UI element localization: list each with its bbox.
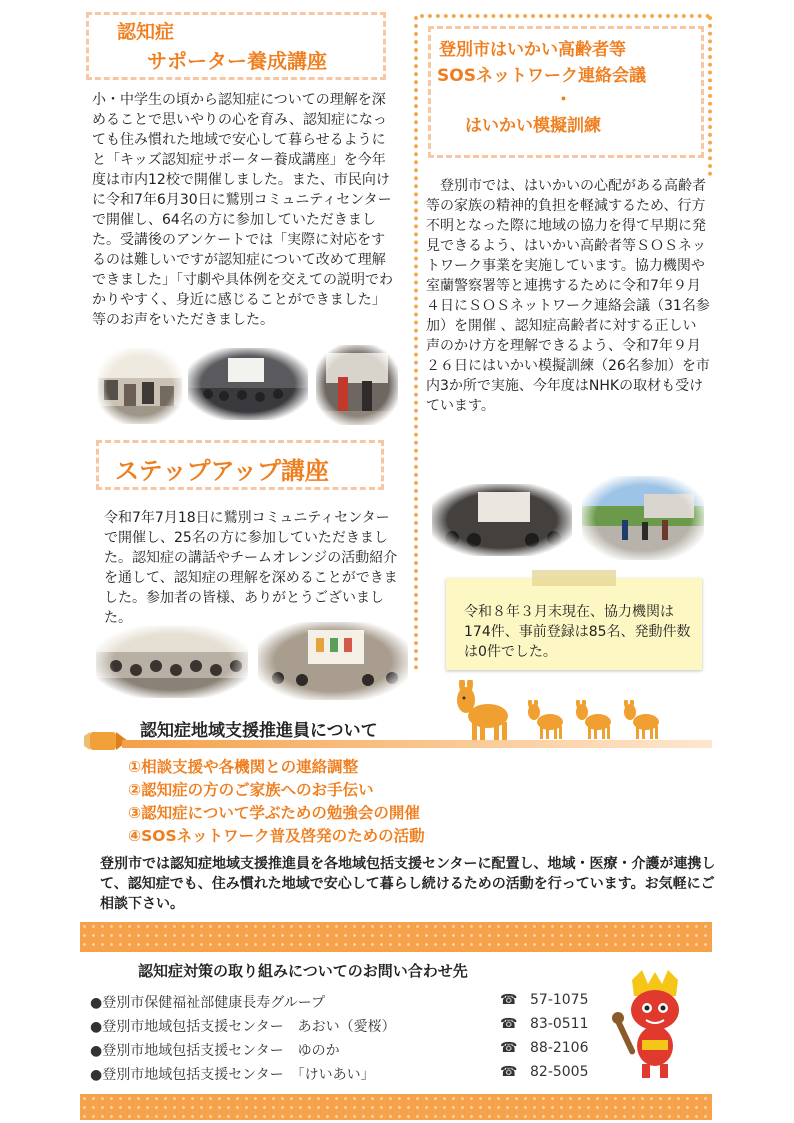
supporter-course-paragraph: 小・中学生の頃から認知症についての理解を深めることで思いやりの心を育み、認知症になっても住み慣れた地域で安心して暮らせるようにと「キッズ認知症サポーター養成講座」を今年度は市内12校で開催しました。また、市民向けに令和7年6月30日に鷲別コミュニティセンターで開催し、64名の方に参加していただきました。受講後のアンケートでは「実際に対応をするのは難しいですが認知症について改めて理解できました」「寸劇や具体例を交えての説明でわかりやすく、身近に感じることができました」等のお声をいただきました。 <box>92 92 393 328</box>
promoter-role-1: ①相談支援や各機関との連絡調整 <box>128 758 359 776</box>
right-column-dotted-border <box>414 16 418 670</box>
donkey-icon <box>620 700 664 740</box>
mascot-oni-icon <box>612 970 698 1082</box>
sos-title-line1: 登別市はいかい高齢者等 <box>439 40 626 60</box>
sos-title-line2: SOSネットワーク連絡会議 <box>437 66 646 86</box>
contact-entry-3-phone: 88-2106 <box>530 1040 589 1056</box>
supporter-course-title-line2: サポーター養成講座 <box>147 49 327 73</box>
contact-top-band <box>80 922 712 952</box>
tape-decoration <box>532 570 616 586</box>
sos-title-line3: ・ <box>555 90 572 110</box>
stepup-course-title: ステップアップ講座 <box>115 457 329 485</box>
supporter-course-title-box <box>86 12 386 80</box>
sos-network-title-box <box>428 26 704 158</box>
supporter-course-title-line1: 認知症 <box>117 21 175 43</box>
cooperation-note-text: 令和８年３月末現在、協力機関は174件、事前登録は85名、発動件数は0件でした。 <box>464 604 691 660</box>
training-outdoor-photo <box>582 476 704 560</box>
stepup-screen-photo <box>258 622 408 700</box>
stepup-course-title-box <box>96 440 384 490</box>
donkey-icon <box>524 700 568 740</box>
roleplay-photo <box>316 345 398 425</box>
promoter-role-4: ④SOSネットワーク普及啓発のための活動 <box>128 827 425 845</box>
lecture-hall-photo <box>188 348 308 420</box>
right-column-dotted-border-right <box>708 16 712 176</box>
promoter-description: 登別市では認知症地域支援推進員を各地域包括支援センターに配置し、地域・医療・介護が連携して、認知症でも、住み慣れた地域で安心して暮らし続けるための活動を行っています。お気軽にご相談下さい。 <box>100 856 716 912</box>
promoter-role-2: ②認知症の方のご家族へのお手伝い <box>128 781 374 799</box>
cooperation-note <box>446 578 702 670</box>
promoter-title: 認知症地域支援推進員について <box>140 721 378 741</box>
contact-entry-4-phone: 82-5005 <box>530 1064 589 1080</box>
donkey-icon <box>452 680 518 744</box>
right-column-dotted-top <box>420 14 710 18</box>
training-indoor-photo <box>432 484 572 556</box>
contact-title: 認知症対策の取り組みについてのお問い合わせ先 <box>138 962 468 980</box>
contact-entry-1-name: ●登別市保健福祉部健康長寿グループ <box>90 995 326 1011</box>
contact-entry-3-name: ●登別市地域包括支援センター ゆのか <box>90 1043 340 1059</box>
promoter-title-underline <box>122 740 712 748</box>
promoter-role-3: ③認知症について学ぶための勉強会の開催 <box>128 804 420 822</box>
phone-icon: ☎ <box>500 992 518 1008</box>
phone-icon: ☎ <box>500 1064 518 1080</box>
donkey-icon <box>572 700 616 740</box>
stepup-course-paragraph: 令和7年7月18日に鷲別コミュニティセンターで開催し、25名の方に参加していただきました。認知症の講話やチームオレンジの活動紹介を通して、認知症の理解を深めることができました。参加者の皆様、ありがとうございました。 <box>104 510 398 626</box>
sos-title-line4: はいかい模擬訓練 <box>465 116 601 136</box>
kids-course-photo <box>98 348 182 424</box>
sos-network-paragraph: 登別市では、はいかいの心配がある高齢者等の家族の精神的負担を軽減するため、行方不明となった際に地域の協力を得て早期に発見できるよう、はいかい高齢者等ＳＯＳネットワーク事業を実施しています。協力機関や室蘭警察署等と連携するために令和7年９月４日にＳＯＳネットワーク連絡会議（31名参加）を開催 、認知症高齢者に対する正しい声のかけ方を理解できるよう、令和7年９月２６日にはいかい模擬訓練（26名参加）を市内3か所で実施、今年度はNHKの取材も受けています。 <box>426 178 710 414</box>
contact-entry-2-name: ●登別市地域包括支援センター あおい（愛桜） <box>90 1019 396 1035</box>
stepup-audience-photo <box>96 626 248 698</box>
contact-entry-2-phone: 83-0511 <box>530 1016 589 1032</box>
contact-bottom-band <box>80 1094 712 1120</box>
contact-entry-1-phone: 57-1075 <box>530 992 589 1008</box>
phone-icon: ☎ <box>500 1016 518 1032</box>
contact-entry-4-name: ●登別市地域包括支援センター 「けいあい」 <box>90 1067 375 1083</box>
phone-icon: ☎ <box>500 1040 518 1056</box>
